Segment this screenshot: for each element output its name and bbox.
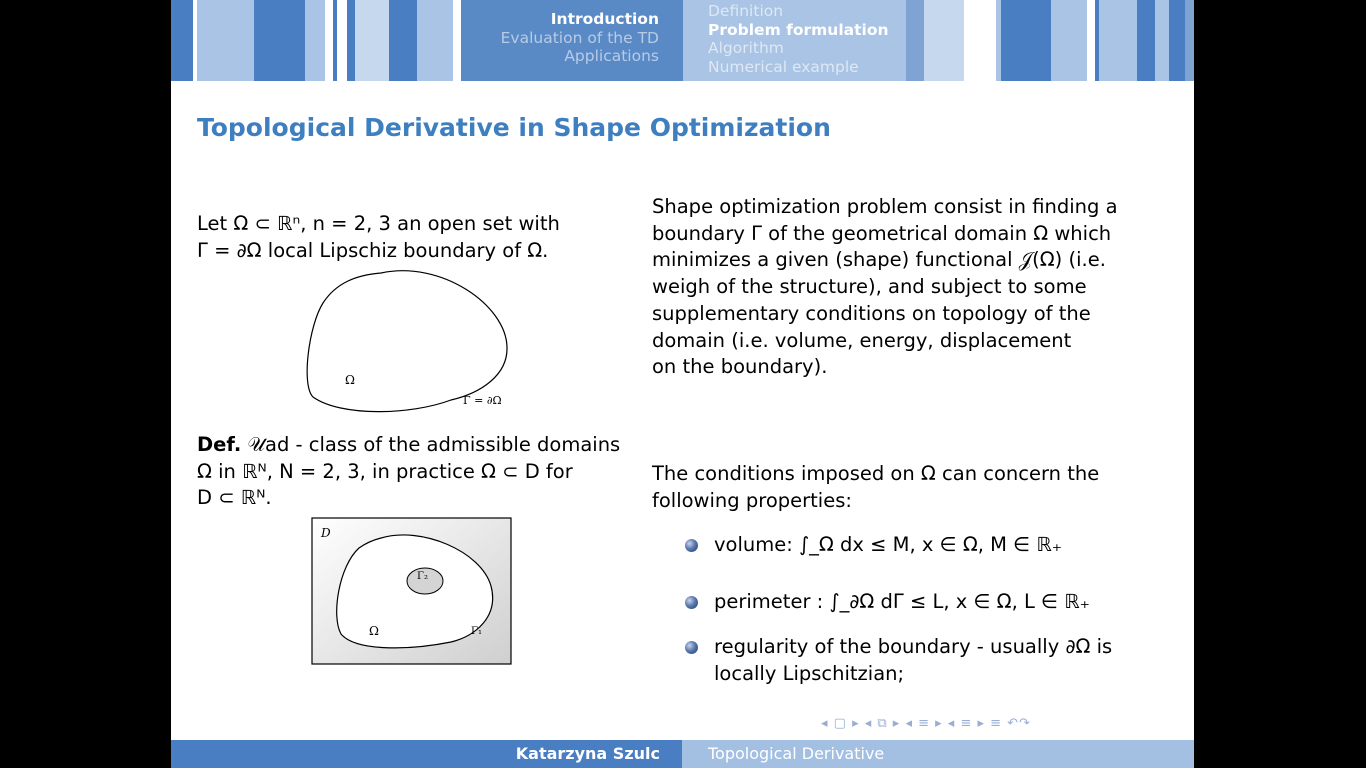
slide [171, 0, 1194, 768]
problem-line: minimizes a given (shape) functional 𝒥(Ω) (i.e. [652, 248, 1106, 272]
nav-subsection-problem-formulation[interactable]: Problem formulation [708, 20, 889, 39]
nav-subsection-algorithm[interactable]: Algorithm [708, 39, 784, 57]
bullet-volume: volume: ∫_Ω dx ≤ M, x ∈ Ω, M ∈ ℝ₊ [714, 533, 1063, 556]
footer-title-bar [682, 740, 1194, 768]
nav-subsection-numerical-example[interactable]: Numerical example [708, 57, 859, 76]
subsection-nav [708, 2, 908, 76]
boundary-label: Γ = ∂Ω [463, 394, 502, 407]
admissible-domain-figure [311, 516, 513, 666]
problem-line: boundary Γ of the geometrical domain Ω which [652, 221, 1112, 245]
domain-line-1: Let Ω ⊂ ℝⁿ, n = 2, 3 an open set with [197, 212, 560, 235]
domain-definition-text [197, 211, 560, 264]
problem-line: Shape optimization problem consist in finding a [652, 195, 1118, 218]
nav-section-applications[interactable]: Applications [564, 47, 659, 65]
bullet-regularity-line-1: regularity of the boundary - usually ∂Ω is [714, 635, 1113, 658]
omega-label-2: Ω [369, 624, 379, 638]
conditions-line: The conditions imposed on Ω can concern the [652, 462, 1100, 485]
problem-line: weigh of the structure), and subject to some [652, 275, 1087, 299]
footer-short-title: Topological Derivative [708, 744, 885, 763]
problem-line: domain (i.e. volume, energy, displacement [652, 328, 1072, 352]
footer-author-bar [171, 740, 682, 768]
domain-boundary-curve [307, 271, 507, 412]
conditions-intro [652, 461, 1099, 514]
slide-title: Topological Derivative in Shape Optimization [197, 113, 831, 142]
D-label: D [321, 526, 331, 540]
nav-subsection-definition[interactable]: Definition [708, 2, 784, 20]
nav-section-introduction[interactable]: Introduction [550, 10, 659, 28]
def-line-1: 𝒰ad - class of the admissible domains [241, 433, 621, 456]
footer-author: Katarzyna Szulc [515, 744, 660, 763]
gamma1-label: Γ₁ [471, 626, 482, 637]
domain-figure [301, 265, 521, 415]
problem-line: supplementary conditions on topology of the [652, 301, 1091, 325]
def-label: Def. [197, 433, 242, 456]
bullet-icon [685, 641, 698, 654]
def-line-3: D ⊂ ℝᴺ. [197, 486, 272, 510]
problem-line: on the boundary). [652, 355, 828, 379]
beamer-navigation-icons[interactable]: ◂ ▢ ▸ ◂ ⧉ ▸ ◂ ≡ ▸ ◂ ≡ ▸ ≡ ↶↷ [821, 716, 1031, 731]
gamma2-label: Γ₂ [417, 571, 428, 582]
bullet-perimeter: perimeter : ∫_∂Ω dΓ ≤ L, x ∈ Ω, L ∈ ℝ₊ [714, 590, 1090, 613]
section-nav [461, 10, 659, 80]
def-line-2: Ω in ℝᴺ, N = 2, 3, in practice Ω ⊂ D for [197, 459, 573, 483]
bullet-icon [685, 539, 698, 552]
omega-label: Ω [345, 373, 355, 387]
problem-description [652, 194, 1118, 381]
bullet-regularity-line-2: locally Lipschitzian; [714, 661, 905, 685]
conditions-line: following properties: [652, 488, 852, 512]
domain-line-2: Γ = ∂Ω local Lipschiz boundary of Ω. [197, 238, 549, 262]
admissible-domains-definition [197, 432, 620, 512]
header-bar [171, 0, 1194, 81]
bullet-regularity [714, 634, 1112, 687]
bullet-icon [685, 596, 698, 609]
nav-section-evaluation[interactable]: Evaluation of the TD [500, 28, 659, 47]
